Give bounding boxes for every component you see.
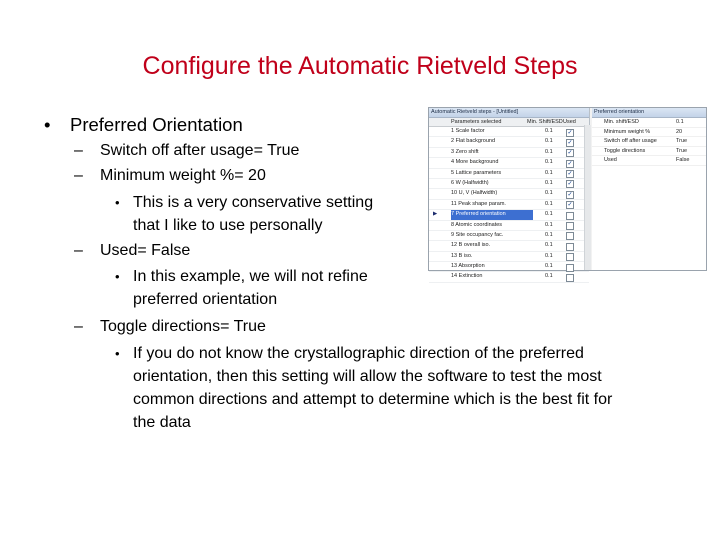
step-min-shift: 0.1 [545, 138, 553, 145]
sub-bullet-glyph: • [115, 195, 120, 210]
sub-toggle-explanation [115, 342, 613, 434]
properties-pane [592, 108, 706, 270]
step-min-shift: 0.1 [545, 263, 553, 270]
step-min-shift: 0.1 [545, 252, 553, 259]
step-name: 13 Absorption [451, 263, 485, 270]
item-text: Minimum weight %= 20 [100, 167, 266, 184]
property-value[interactable]: 20 [676, 128, 683, 135]
step-min-shift: 0.1 [545, 231, 553, 238]
sub-bullet-glyph: • [115, 269, 120, 284]
sub-line: the data [133, 414, 191, 431]
step-name: 4 More background [451, 159, 499, 166]
step-name: 7 Preferred orientation [451, 210, 533, 219]
sub-line: This is a very conservative setting [133, 194, 374, 211]
rietveld-steps-screenshot [428, 107, 707, 280]
step-name: 3 Zero shift [451, 148, 479, 155]
step-used-checkbox[interactable]: ✓ [567, 171, 573, 178]
step-used-checkbox[interactable]: ✓ [567, 202, 573, 209]
step-row[interactable] [429, 272, 589, 282]
step-row[interactable] [429, 137, 589, 147]
step-name: 11 Peak shape param. [451, 200, 506, 207]
step-min-shift: 0.1 [545, 242, 553, 249]
properties-list [592, 118, 706, 166]
step-used-checkbox[interactable] [566, 222, 574, 230]
step-name: 8 Atomic coordinates [451, 221, 503, 228]
sub-bullet-glyph: • [115, 346, 120, 361]
step-used-checkbox[interactable]: ✓ [567, 139, 573, 146]
property-value[interactable]: 0.1 [676, 119, 684, 125]
col-parameters: Parameters selected [451, 119, 502, 125]
col-used: Used [563, 119, 576, 125]
bullet-glyph: • [44, 114, 51, 135]
property-row[interactable] [592, 118, 706, 128]
step-row[interactable] [429, 241, 589, 251]
steps-list [429, 127, 589, 283]
step-used-checkbox[interactable] [566, 253, 574, 261]
property-row[interactable] [592, 128, 706, 138]
step-min-shift: 0.1 [545, 128, 553, 134]
window-title: Automatic Rietveld steps - [Untitled] [429, 108, 589, 118]
step-row[interactable] [429, 262, 589, 272]
step-name: 12 B overall iso. [451, 242, 491, 249]
step-min-shift: 0.1 [545, 200, 553, 207]
step-row[interactable] [429, 127, 589, 137]
step-used-checkbox[interactable]: ✓ [567, 129, 573, 136]
item-text: Used= False [100, 242, 191, 259]
step-row[interactable] [429, 148, 589, 158]
sub-not-refine [115, 265, 368, 311]
step-min-shift: 0.1 [545, 159, 553, 166]
steps-pane [429, 108, 590, 280]
step-row[interactable] [429, 189, 589, 199]
slide-title: Configure the Automatic Rietveld Steps [142, 52, 578, 80]
step-used-checkbox[interactable]: ✓ [567, 150, 573, 157]
row-pointer-icon: ▶ [433, 211, 438, 218]
sub-line: that I like to use personally [133, 217, 323, 234]
step-name: 2 Flat background [451, 138, 496, 145]
step-row[interactable] [429, 231, 589, 241]
step-used-checkbox[interactable]: ✓ [567, 181, 573, 188]
property-value[interactable]: False [676, 157, 690, 163]
dash-glyph: – [74, 318, 83, 335]
column-header-row [429, 118, 589, 127]
property-row[interactable] [592, 137, 706, 147]
step-used-checkbox[interactable] [566, 232, 574, 240]
property-name: Switch off after usage [604, 138, 657, 144]
property-row[interactable] [592, 147, 706, 157]
dash-glyph: – [74, 242, 83, 259]
step-min-shift: 0.1 [545, 190, 553, 197]
sub-line: In this example, we will not refine [133, 268, 368, 285]
step-used-checkbox[interactable] [566, 212, 574, 220]
step-name: 10 U, V (Halfwidth) [451, 190, 498, 197]
step-used-checkbox[interactable]: ✓ [567, 191, 573, 198]
sub-conservative-setting [115, 191, 374, 237]
step-name: 1 Scale factor [451, 128, 485, 134]
property-row[interactable] [592, 156, 706, 166]
step-min-shift: 0.1 [545, 221, 553, 228]
item-text: Switch off after usage= True [100, 142, 300, 159]
step-row[interactable] [429, 179, 589, 189]
sub-line: orientation, then this setting will allow the software to test the most [133, 368, 602, 385]
step-row[interactable] [429, 210, 589, 220]
sub-line: If you do not know the crystallographic direction of the preferred [133, 345, 584, 362]
item-used [74, 242, 190, 260]
step-min-shift: 0.1 [545, 211, 553, 218]
step-min-shift: 0.1 [545, 148, 553, 155]
steps-scrollbar[interactable] [584, 125, 591, 270]
dash-glyph: – [74, 167, 83, 184]
properties-title: Preferred orientation [592, 108, 706, 118]
sub-line: preferred orientation [133, 291, 278, 308]
property-name: Used [604, 157, 617, 163]
property-value[interactable]: True [676, 138, 688, 144]
step-min-shift: 0.1 [545, 273, 553, 280]
bullet-text: Preferred Orientation [70, 114, 243, 135]
item-text: Toggle directions= True [100, 318, 266, 335]
property-name: Toggle directions [604, 147, 646, 154]
property-name: Minimum weight % [604, 128, 651, 135]
step-row[interactable] [429, 252, 589, 262]
step-name: 14 Extinction [451, 273, 483, 280]
step-row[interactable] [429, 158, 589, 168]
item-switch-off [74, 142, 299, 160]
step-row[interactable] [429, 221, 589, 231]
step-min-shift: 0.1 [545, 179, 553, 186]
step-name: 6 W (Halfwidth) [451, 179, 489, 186]
step-row[interactable] [429, 200, 589, 210]
step-min-shift: 0.1 [545, 169, 553, 176]
dash-glyph: – [74, 142, 83, 159]
bullet-preferred-orientation [44, 114, 243, 136]
item-toggle-directions [74, 318, 266, 336]
step-name: 13 B iso. [451, 252, 473, 259]
step-row[interactable] [429, 169, 589, 179]
property-name: Min. shift/ESD [604, 119, 639, 125]
step-used-checkbox[interactable]: ✓ [567, 160, 573, 167]
property-value[interactable]: True [676, 147, 688, 154]
item-minimum-weight [74, 167, 266, 185]
step-used-checkbox[interactable] [566, 243, 574, 251]
step-name: 9 Site occupancy fac. [451, 231, 504, 238]
col-min-shift: Min. Shift/ESD [527, 119, 563, 125]
sub-line: common directions and attempt to determine which is the best fit for [133, 391, 613, 408]
step-used-checkbox[interactable] [566, 274, 574, 282]
step-used-checkbox[interactable] [566, 264, 574, 272]
step-name: 5 Lattice parameters [451, 169, 502, 176]
